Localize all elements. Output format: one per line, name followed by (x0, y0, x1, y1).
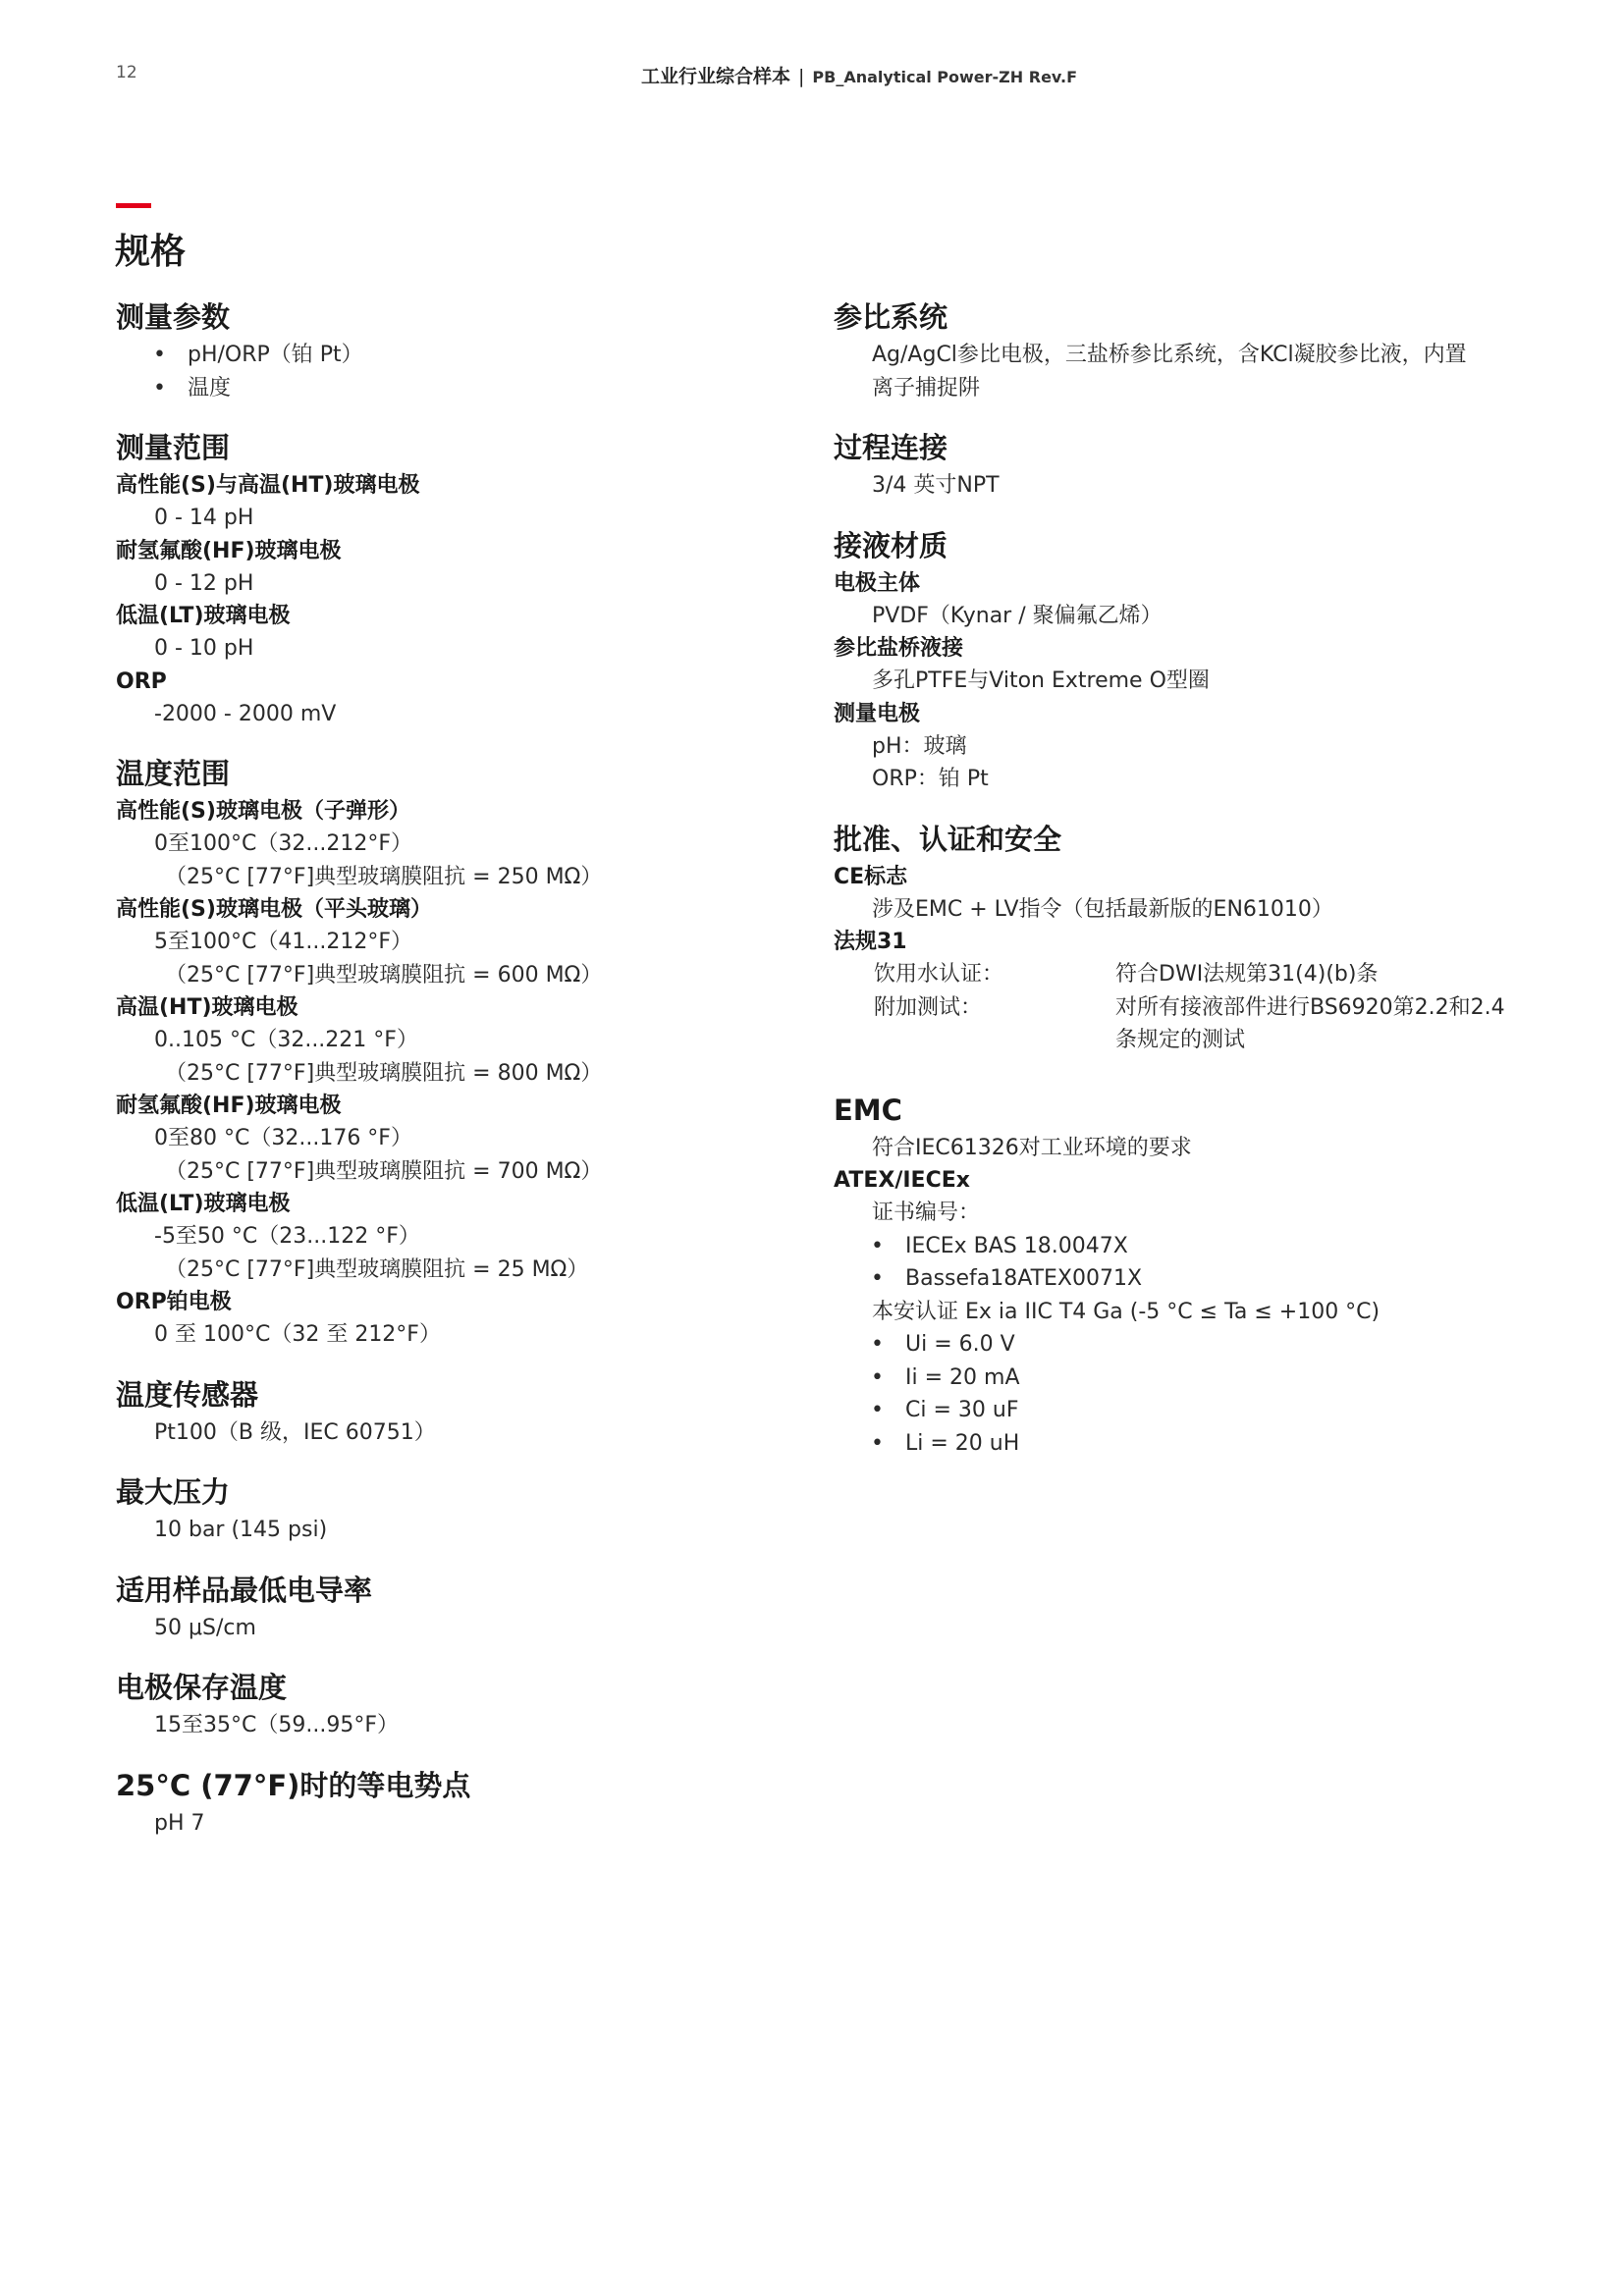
spec-value: 3/4 英寸NPT (872, 473, 1000, 498)
row-value: 符合DWI法规第31(4)(b)条 (1115, 962, 1379, 987)
spec-label: 高性能(S)玻璃电极（子弹形） (116, 799, 410, 824)
spec-label: ORP铂电极 (116, 1290, 232, 1314)
section-title: 最大压力 (116, 1475, 231, 1509)
spec-label: 耐氢氟酸(HF)玻璃电极 (116, 1094, 342, 1118)
spec-label: 电极主体 (834, 570, 921, 596)
section-title: 测量参数 (116, 300, 231, 334)
key-value-row (834, 991, 1541, 1057)
bullet-item: • 温度 (116, 372, 803, 405)
spec-value: 0 - 10 pH (154, 636, 254, 661)
bullet-item: • pH/ORP（铂 Pt） (116, 339, 803, 372)
section-title: 25°C (77°F)时的等电势点 (116, 1768, 471, 1802)
spec-note: （25°C [77°F]典型玻璃膜阻抗 = 700 MΩ） (165, 1158, 603, 1184)
spec-value: 0至80 °C（32...176 °F） (154, 1126, 412, 1150)
spec-label: 高温(HT)玻璃电极 (116, 995, 298, 1020)
section-title: 温度范围 (116, 757, 231, 790)
catalog-title: 工业行业综合样本 (641, 66, 791, 87)
spec-label: CE标志 (834, 864, 908, 889)
section-title: 测量范围 (116, 431, 231, 464)
spec-value: 本安认证 Ex ia IIC T4 Ga (-5 °C ≤ Ta ≤ +100 °C) (872, 1299, 1380, 1324)
spec-value: PVDF（Kynar / 聚偏氟乙烯） (872, 603, 1163, 628)
bullet-icon: • (153, 375, 166, 400)
spec-value: 0至100°C（32...212°F） (154, 831, 412, 856)
row-value: 对所有接液部件进行BS6920第2.2和2.4 条规定的测试 (1115, 994, 1505, 1052)
spec-value: 15至35°C（59...95°F） (154, 1713, 399, 1737)
bullet-icon: • (871, 1233, 884, 1258)
bullet-icon: • (871, 1364, 884, 1390)
page-header (0, 59, 1624, 88)
spec-value: 5至100°C（41...212°F） (154, 930, 412, 954)
section-temp-sensor (116, 1375, 803, 1450)
spec-label: 法规31 (834, 930, 907, 954)
spec-note: （25°C [77°F]典型玻璃膜阻抗 = 250 MΩ） (165, 864, 603, 889)
section-title: 电极保存温度 (116, 1671, 288, 1704)
spec-note: （25°C [77°F]典型玻璃膜阻抗 = 800 MΩ） (165, 1060, 603, 1086)
row-key: 饮用水认证： (874, 962, 1004, 987)
right-column (834, 297, 1541, 1483)
section-title: 参比系统 (834, 300, 948, 334)
bullet-item: • Ci = 30 uF (834, 1394, 1541, 1427)
spec-value: 离子捕捉阱 (872, 375, 981, 400)
section-max-pressure (116, 1472, 803, 1547)
spec-label: 耐氢氟酸(HF)玻璃电极 (116, 538, 342, 563)
section-min-conductivity (116, 1571, 803, 1645)
section-measurement-range (116, 428, 803, 730)
spec-value: 10 bar (145 psi) (154, 1518, 328, 1542)
bullet-item: • IECEx BAS 18.0047X (834, 1230, 1541, 1263)
spec-label: 高性能(S)玻璃电极（平头玻璃） (116, 897, 432, 922)
section-title: 适用样品最低电导率 (116, 1573, 373, 1607)
spec-value: 证书编号： (872, 1201, 981, 1225)
spec-value: 0 - 14 pH (154, 506, 254, 530)
spec-value: 多孔PTFE与Viton Extreme O型圈 (872, 668, 1210, 693)
section-reference-system (834, 297, 1541, 404)
bullet-icon: • (871, 1266, 884, 1291)
bullet-icon: • (871, 1398, 884, 1422)
spec-value: 符合IEC61326对工业环境的要求 (872, 1135, 1192, 1160)
spec-value: -2000 - 2000 mV (154, 701, 337, 726)
key-value-row (834, 958, 1541, 991)
accent-bar (116, 203, 151, 208)
bullet-item: • Ii = 20 mA (834, 1362, 1541, 1395)
spec-label: 低温(LT)玻璃电极 (116, 1192, 291, 1216)
spec-value: ORP：铂 Pt (872, 767, 989, 791)
spec-value: -5至50 °C（23...122 °F） (154, 1224, 420, 1249)
spec-label: 参比盐桥液接 (834, 636, 964, 661)
doc-code: PB_Analytical Power-ZH Rev.F (812, 68, 1078, 86)
spec-value: 涉及EMC + LV指令（包括最新版的EN61010） (872, 896, 1333, 922)
section-isopotential (116, 1766, 803, 1841)
section-title: 过程连接 (834, 431, 948, 464)
spec-value: 0 - 12 pH (154, 570, 254, 596)
bullet-item: • Ui = 6.0 V (834, 1328, 1541, 1362)
spec-value: Ag/AgCl参比电极，三盐桥参比系统，含KCl凝胶参比液，内置 (872, 343, 1467, 367)
section-emc (834, 1091, 1541, 1461)
spec-label: ATEX/IECEx (834, 1168, 970, 1193)
section-temperature-range (116, 754, 803, 1352)
header-title (641, 61, 1077, 93)
page-number: 12 (116, 63, 137, 82)
section-title: 批准、认证和安全 (834, 822, 1062, 856)
section-title: 接液材质 (834, 528, 948, 562)
section-title: 温度传感器 (116, 1377, 259, 1412)
spec-label: 测量电极 (834, 701, 921, 726)
spec-note: （25°C [77°F]典型玻璃膜阻抗 = 25 MΩ） (165, 1256, 589, 1282)
spec-value: 0..105 °C（32...221 °F） (154, 1028, 418, 1052)
bullet-icon: • (871, 1430, 884, 1456)
spec-label: 高性能(S)与高温(HT)玻璃电极 (116, 473, 420, 498)
header-separator: | (798, 66, 805, 87)
spec-value: 0 至 100°C（32 至 212°F） (154, 1322, 441, 1347)
left-column (116, 297, 803, 1863)
bullet-item: • Bassefa18ATEX0071X (834, 1262, 1541, 1296)
row-key: 附加测试： (874, 994, 983, 1020)
section-storage-temp (116, 1668, 803, 1742)
section-process-connection (834, 428, 1541, 503)
spec-note: （25°C [77°F]典型玻璃膜阻抗 = 600 MΩ） (165, 962, 603, 988)
page-title: 规格 (115, 232, 187, 272)
bullet-icon: • (871, 1332, 884, 1357)
section-approvals (834, 820, 1541, 1057)
spec-value: pH：玻璃 (872, 733, 967, 759)
section-measurement-params (116, 297, 803, 404)
section-wetted-materials (834, 526, 1541, 796)
spec-value: Pt100（B 级，IEC 60751） (154, 1419, 436, 1445)
spec-label: ORP (116, 668, 167, 694)
section-title: EMC (834, 1093, 902, 1127)
bullet-item: • Li = 20 uH (834, 1427, 1541, 1461)
bullet-icon: • (153, 343, 166, 367)
spec-value: pH 7 (154, 1810, 205, 1836)
spec-label: 低温(LT)玻璃电极 (116, 604, 291, 628)
spec-value: 50 μS/cm (154, 1615, 256, 1640)
